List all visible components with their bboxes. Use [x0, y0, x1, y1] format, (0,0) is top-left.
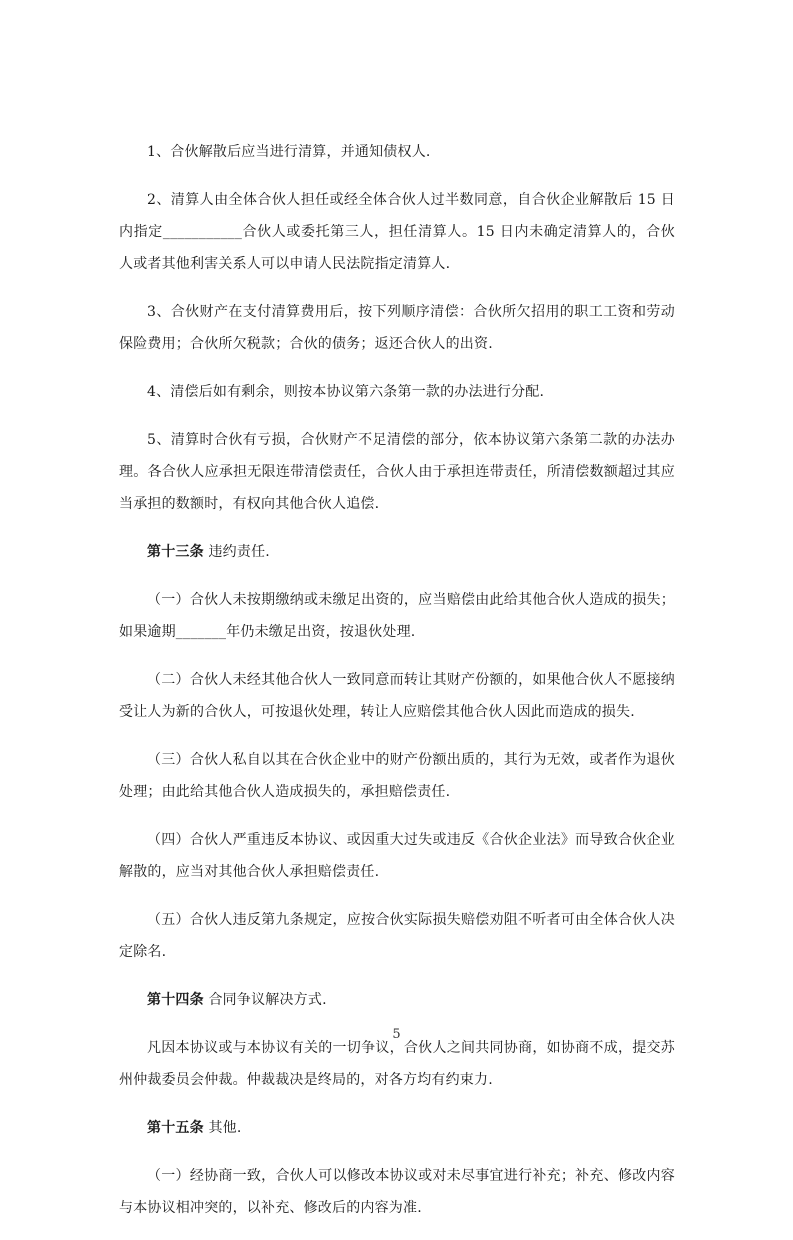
article-13-item-2: （二）合伙人未经其他合伙人一致同意而转让其财产份额的，如果他合伙人不愿接纳受让人为新的合伙人，可按退伙处理，转让人应赔偿其他合伙人因此而造成的损失.: [119, 672, 675, 720]
page-number: 5: [392, 1027, 401, 1042]
clause-12-5: 5、清算时合伙有亏损，合伙财产不足清偿的部分，依本协议第六条第二款的办法办理。各合伙人应承担无限连带清偿责任，合伙人由于承担连带责任，所清偿数额超过其应当承担的数额时，有权向其他合伙人追偿.: [119, 432, 675, 512]
article-15-title: 其他.: [208, 1120, 242, 1136]
clause-12-3: 3、合伙财产在支付清算费用后，按下列顺序清偿：合伙所欠招用的职工工资和劳动保险费用；合伙所欠税款；合伙的债务；返还合伙人的出资.: [119, 304, 675, 352]
clause-12-2: 2、清算人由全体合伙人担任或经全体合伙人过半数同意，自合伙企业解散后 15 日内指定___________合伙人或委托第三人，担任清算人。15 日内未确定清算人的，合伙人或者其他利害关系人可以申请人民法院指定清算人.: [119, 192, 675, 272]
article-13-item-1: （一）合伙人未按期缴纳或未缴足出资的，应当赔偿由此给其他合伙人造成的损失；如果逾期_______年仍未缴足出资，按退伙处理.: [119, 592, 675, 640]
article-13-number: 第十三条: [147, 544, 204, 560]
article-14-title: 合同争议解决方式.: [208, 992, 327, 1008]
article-15-number: 第十五条: [147, 1120, 204, 1136]
article-15-item-1: （一）经协商一致，合伙人可以修改本协议或对未尽事宜进行补充；补充、修改内容与本协议相冲突的，以补充、修改后的内容为准.: [119, 1168, 675, 1216]
article-13-item-4: （四）合伙人严重违反本协议、或因重大过失或违反《合伙企业法》而导致合伙企业解散的，应当对其他合伙人承担赔偿责任.: [119, 832, 675, 880]
article-14-number: 第十四条: [147, 992, 204, 1008]
article-14-body: 凡因本协议或与本协议有关的一切争议，合伙人之间共同协商，如协商不成，提交苏州仲裁委员会仲裁。仲裁裁决是终局的，对各方均有约束力.: [119, 1040, 675, 1088]
article-13-item-5: （五）合伙人违反第九条规定，应按合伙实际损失赔偿劝阻不听者可由全体合伙人决定除名.: [119, 912, 675, 960]
article-13-item-3: （三）合伙人私自以其在合伙企业中的财产份额出质的，其行为无效，或者作为退伙处理；由此给其他合伙人造成损失的，承担赔偿责任.: [119, 752, 675, 800]
article-13-heading: [119, 536, 675, 568]
clause-12-4: 4、清偿后如有剩余，则按本协议第六条第一款的办法进行分配.: [147, 384, 545, 400]
article-14-heading: [119, 984, 675, 1016]
document-body: [119, 136, 675, 1240]
article-15-heading: [119, 1112, 675, 1144]
article-13-title: 违约责任.: [208, 544, 270, 560]
clause-12-1: 1、合伙解散后应当进行清算，并通知债权人.: [147, 144, 431, 160]
